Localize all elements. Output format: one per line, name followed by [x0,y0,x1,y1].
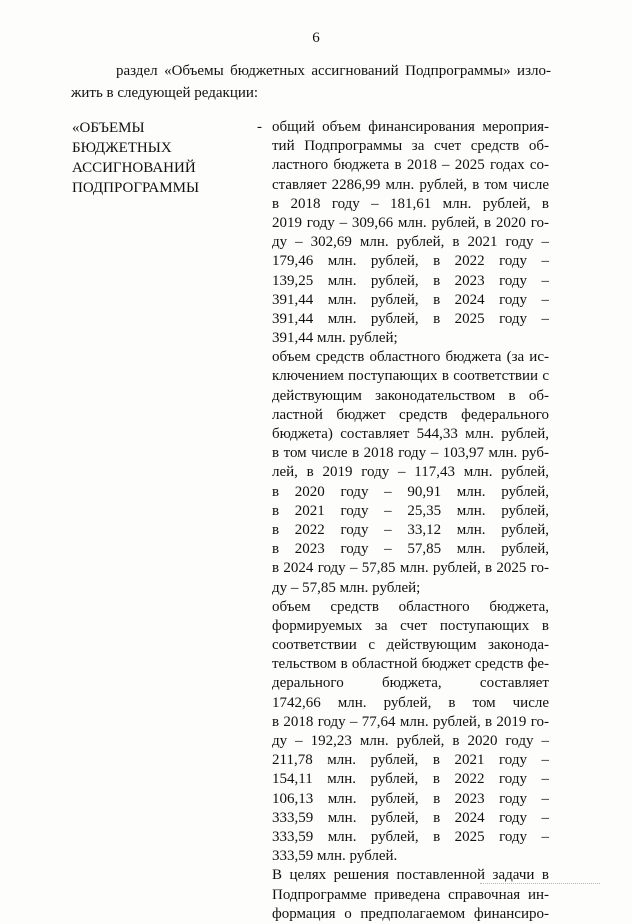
intro-paragraph [71,60,551,104]
text-line: в 2023 году – 57,85 млн. рублей, [272,541,549,558]
text-line: ду – 192,23 млн. рублей, в 2020 году – [272,733,549,749]
text-line: общий объем финансирования мероприя- [272,119,549,135]
text-line: формация о предполагаемом финансиро- [272,905,549,922]
text-line: в 2020 году – 90,91 млн. рублей, [272,483,549,500]
intro-line-1: раздел «Объемы бюджетных ассигнований Подпрограммы» изло- [116,63,551,79]
text-line: 333,59 млн. рублей. [272,848,398,865]
text-line: 1742,66 млн. рублей, в том числе [272,694,549,711]
scan-artifact [480,880,600,884]
heading-line: «ОБЪЕМЫ [72,120,145,136]
text-line: 106,13 млн. рублей, в 2023 году – [272,790,549,807]
text-line: 2019 году – 309,66 млн. рублей, в 2020 го- [272,214,549,231]
text-line: 154,11 млн. рублей, в 2022 году – [272,771,549,788]
text-line: действующим законодательством в об- [272,387,549,404]
funding-description [272,118,549,924]
text-line: 391,44 млн. рублей; [272,330,398,347]
text-line: 211,78 млн. рублей, в 2021 году – [272,752,549,769]
text-line: лей, в 2019 году – 117,43 млн. рублей, [272,464,549,481]
text-line: в 2018 году – 181,61 млн. рублей, в [272,195,549,212]
text-line: 391,44 млн. рублей, в 2025 году – [272,310,549,327]
text-line: 391,44 млн. рублей, в 2024 году – [272,291,549,308]
section-heading [72,118,242,198]
text-line: 333,59 млн. рублей, в 2025 году – [272,828,549,845]
text-line: ставляет 2286,99 млн. рублей, в том числе [272,176,549,193]
heading-line: ПОДПРОГРАММЫ [72,180,200,196]
text-line: тельством в областной бюджет средств фе- [272,656,549,673]
text-line: бюджета) составляет 544,33 млн. рублей, [272,426,549,442]
text-line: 139,25 млн. рублей, в 2023 году – [272,272,549,289]
text-line: в 2018 году – 77,64 млн. рублей, в 2019 го- [272,713,549,730]
text-line: формируемых за счет поступающих в [272,617,549,634]
text-line: дерального бюджета, составляет [272,675,549,692]
text-line: В целях решения поставленной задачи в [272,867,549,884]
heading-line: АССИГНОВАНИЙ [72,160,196,176]
text-line: объем средств областного бюджета (за ис- [272,349,549,366]
list-dash: - [257,119,262,135]
text-line: в 2022 году – 33,12 млн. рублей, [272,521,549,538]
page-number: 6 [312,30,320,46]
text-line: ду – 302,69 млн. рублей, в 2021 году – [272,234,549,251]
text-line: тий Подпрограммы за счет средств об- [272,138,549,155]
text-line: в 2024 году – 57,85 млн. рублей, в 2025 го- [272,560,549,577]
text-line: ключением поступающих в соответствии с [272,368,549,385]
text-line: ластного бюджета в 2018 – 2025 годах со- [272,157,549,174]
text-line: ду – 57,85 млн. рублей; [272,579,421,596]
text-line: в 2021 году – 25,35 млн. рублей, [272,502,549,519]
text-line: в том числе в 2018 году – 103,97 млн. руб- [272,445,549,462]
text-line: соответствии с действующим законода- [272,637,549,654]
text-line: 179,46 млн. рублей, в 2022 году – [272,253,549,270]
heading-line: БЮДЖЕТНЫХ [72,140,172,156]
intro-line-2: жить в следующей редакции: [71,85,259,101]
text-line: Подпрограмме приведена справочная ин- [272,886,549,903]
text-line: 333,59 млн. рублей, в 2024 году – [272,809,549,826]
text-line: ластной бюджет средств федерального [272,406,549,423]
text-line: объем средств областного бюджета, [272,598,549,615]
